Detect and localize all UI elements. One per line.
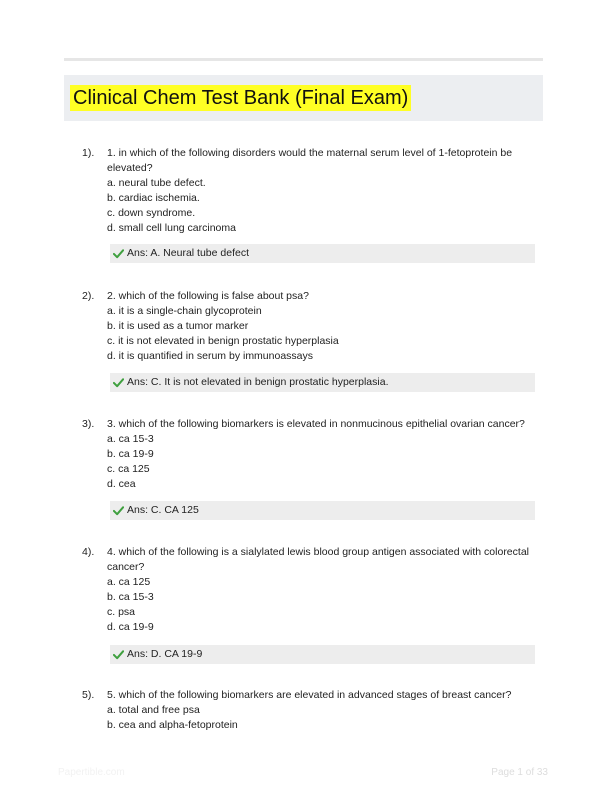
- question-text: 5. which of the following biomarkers are elevated in advanced stages of breast cancer?: [107, 689, 512, 701]
- option-d: d. small cell lung carcinoma: [107, 222, 236, 234]
- question-text: 4. which of the following is a sialylated lewis blood group antigen associated with colorectal cancer?: [107, 546, 529, 573]
- option-c: c. ca 125: [107, 463, 150, 475]
- option-a: a. it is a single-chain glycoprotein: [107, 305, 262, 317]
- answer-text: Ans: A. Neural tube defect: [127, 247, 249, 259]
- checkmark-icon: [113, 505, 124, 516]
- answer-box: [110, 244, 535, 263]
- answer-box: [110, 373, 535, 392]
- checkmark-icon: [113, 248, 124, 259]
- question-number: 4).: [82, 546, 95, 558]
- question-number: 3).: [82, 418, 95, 430]
- question-number: 5).: [82, 689, 95, 701]
- answer-box: [110, 501, 535, 520]
- option-b: b. cea and alpha-fetoprotein: [107, 719, 238, 731]
- option-d: d. it is quantified in serum by immunoassays: [107, 350, 314, 362]
- answer-box: [110, 645, 535, 664]
- document-title: Clinical Chem Test Bank (Final Exam): [70, 85, 411, 111]
- option-a: a. ca 15-3: [107, 433, 154, 445]
- option-c: c. it is not elevated in benign prostatic hyperplasia: [107, 335, 339, 347]
- footer-site: Papertible.com: [58, 767, 125, 778]
- question-text: 2. which of the following is false about psa?: [107, 290, 309, 302]
- answer-text: Ans: D. CA 19-9: [127, 648, 203, 660]
- option-b: b. cardiac ischemia.: [107, 192, 200, 204]
- option-a: a. ca 125: [107, 576, 151, 588]
- option-a: a. neural tube defect.: [107, 177, 206, 189]
- checkmark-icon: [113, 377, 124, 388]
- page-number: Page 1 of 33: [491, 767, 548, 778]
- option-b: b. ca 15-3: [107, 591, 154, 603]
- option-b: b. ca 19-9: [107, 448, 154, 460]
- question-number: 2).: [82, 290, 95, 302]
- question-number: 1).: [82, 147, 95, 159]
- checkmark-icon: [113, 649, 124, 660]
- option-b: b. it is used as a tumor marker: [107, 320, 249, 332]
- option-d: d. cea: [107, 478, 136, 490]
- top-divider: [64, 58, 543, 61]
- option-d: d. ca 19-9: [107, 621, 154, 633]
- question-text: 3. which of the following biomarkers is elevated in nonmucinous epithelial ovarian cancer?: [107, 418, 525, 430]
- answer-text: Ans: C. It is not elevated in benign prostatic hyperplasia.: [127, 376, 389, 388]
- option-c: c. down syndrome.: [107, 207, 196, 219]
- option-a: a. total and free psa: [107, 704, 200, 716]
- option-c: c. psa: [107, 606, 136, 618]
- question-text: 1. in which of the following disorders would the maternal serum level of 1-fetoprotein be elevated?: [107, 147, 513, 174]
- answer-text: Ans: C. CA 125: [127, 504, 199, 516]
